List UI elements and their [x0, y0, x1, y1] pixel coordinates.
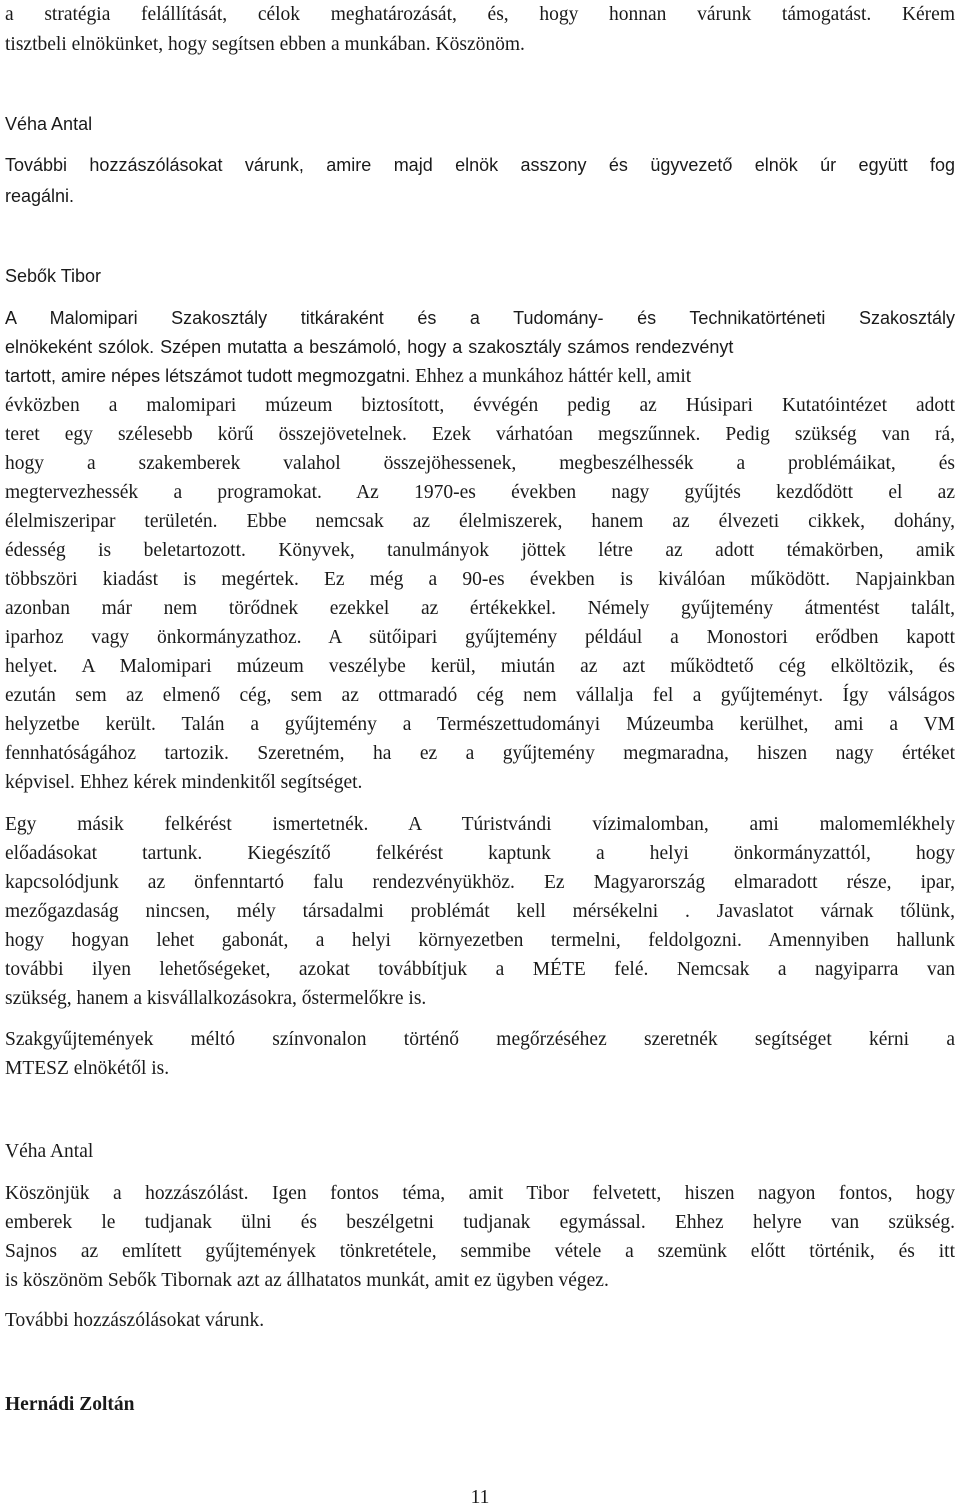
text-line — [5, 333, 955, 362]
text-line: iparhoz vagy önkormányzathoz. A sütőipari gyűjtemény például a Monostori erődben kapott — [5, 627, 955, 648]
text-line: azonban már nem törődnek ezekkel az értékekkel. Némely gyűjtemény átmentést talált, — [5, 598, 955, 619]
text-line: hogy a szakemberek valahol összejöhessenek, megbeszélhessék a problémáikat, és — [5, 453, 955, 474]
text-line: megtervezhessék a programokat. Az 1970-es években nagy gyűjtés kezdődött el az — [5, 482, 955, 503]
text-line: további ilyen lehetőségeket, azokat továbbítjuk a MÉTE felé. Nemcsak a nagyiparra van — [5, 959, 955, 980]
text-line: fennhatóságához tartozik. Szeretném, ha ez a gyűjtemény megmaradna, hiszen nagy értéket — [5, 743, 955, 764]
text-line: MTESZ elnökétől is. — [5, 1058, 170, 1079]
text-line: képvisel. Ehhez kérek mindenkitől segítséget. — [5, 772, 363, 793]
page-number: 11 — [470, 1487, 490, 1508]
text-line: helyzetbe került. Talán a gyűjtemény a Természettudományi Múzeumba kerülhet, ami a VM — [5, 714, 955, 735]
text-line: További hozzászólásokat várunk. — [5, 1310, 265, 1331]
text-line: A Malomipari Szakosztály titkáraként és a Tudomány- és Technikatörténeti Szakosztály — [5, 308, 955, 328]
text-line: helyet. A Malomipari múzeum veszélybe kerül, miután az azt működtető cég elköltözik, és — [5, 656, 955, 677]
text-line: többszöri kiadást is megértek. Ez még a 90-es években is kiválóan működött. Napjainkban — [5, 569, 955, 590]
text-line: teret egy szélesebb körű összejövetelnek. Ezek várhatóan megszűnnek. Pedig szükség van rá, — [5, 424, 955, 445]
text-line: évközben a malomipari múzeum biztosított, évvégén pedig az Húsipari Kutatóintézet adott — [5, 395, 955, 416]
text-line: reagálni. — [5, 186, 75, 206]
text-line: tisztbeli elnökünket, hogy segítsen ebben a munkában. Köszönöm. — [5, 34, 525, 55]
text-segment: Szépen mutatta a beszámoló, hogy a szakosztály számos rendezvényt — [154, 337, 734, 357]
text-line: a stratégia felállítását, célok meghatározását, és, hogy honnan várunk támogatást. Kérem — [5, 4, 955, 25]
speaker-name: Véha Antal — [5, 1141, 94, 1162]
text-line — [5, 362, 955, 391]
text-line: Sajnos az említett gyűjtemények tönkretétele, semmibe vétele a szemünk előtt történik, és itt — [5, 1241, 955, 1262]
text-line: előadásokat tartunk. Kiegészítő felkérést kaptunk a helyi önkormányzattól, hogy — [5, 843, 955, 864]
text-line: Egy másik felkérést ismertetnék. A Túristvándi vízimalomban, ami malomemlékhely — [5, 814, 955, 835]
text-line: mezőgazdaság nincsen, mély társadalmi problémát kell mérsékelni . Javaslatot várnak tőlünk, — [5, 901, 955, 922]
text-segment: Ehhez a munkához háttér kell, amit — [410, 366, 692, 387]
speaker-name: Sebők Tibor — [5, 266, 102, 286]
speaker-name: Véha Antal — [5, 114, 93, 134]
speaker-name: Hernádi Zoltán — [5, 1394, 135, 1415]
text-segment: elnökeként szólok. — [5, 337, 155, 357]
text-line: emberek le tudjanak ülni és beszélgetni tudjanak egymással. Ehhez helyre van szükség. — [5, 1212, 955, 1233]
text-line: szükség, hanem a kisvállalkozásokra, őstermelőkre is. — [5, 988, 427, 1009]
text-line: ezután sem az elmenő cég, sem az ottmaradó cég nem vállalja fel a gyűjteményt. Így válságos — [5, 685, 955, 706]
text-line: élelmiszeripar területén. Ebbe nemcsak az élelmiszerek, hanem az élvezeti cikkek, dohány, — [5, 511, 955, 532]
text-line: További hozzászólásokat várunk, amire majd elnök asszony és ügyvezető elnök úr együtt fog — [5, 155, 955, 175]
text-line: édesség is beletartozott. Könyvek, tanulmányok jöttek létre az adott témakörben, amik — [5, 540, 955, 561]
text-line: Köszönjük a hozzászólást. Igen fontos téma, amit Tibor felvetett, hiszen nagyon fontos, hogy — [5, 1183, 955, 1204]
text-line: is köszönöm Sebők Tibornak azt az állhatatos munkát, amit ez ügyben végez. — [5, 1270, 609, 1291]
text-segment: tartott, amire népes létszámot tudott megmozgatni. — [5, 366, 411, 386]
text-line: hogy hogyan lehet gabonát, a helyi környezetben termelni, feldolgozni. Amennyiben hallunk — [5, 930, 955, 951]
text-line: kapcsolódjunk az önfenntartó falu rendezvényükhöz. Ez Magyarország elmaradott része, ipar, — [5, 872, 955, 893]
text-line: Szakgyűjtemények méltó színvonalon történő megőrzéséhez szeretnék segítséget kérni a — [5, 1029, 955, 1050]
